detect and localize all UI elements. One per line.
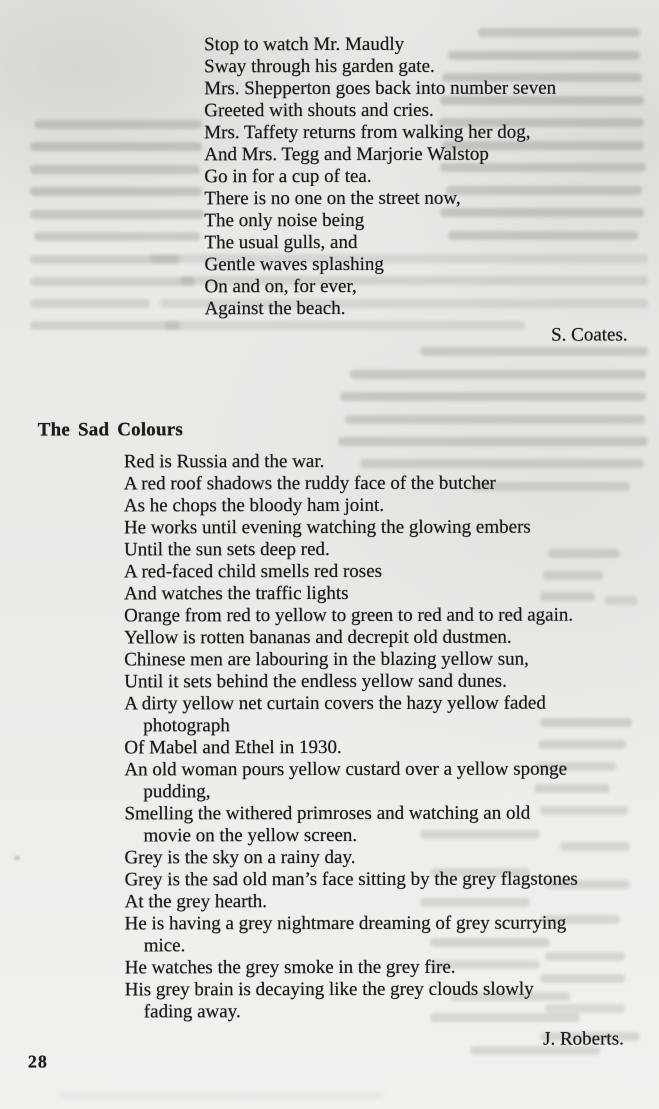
poem-line: Greeted with shouts and cries. bbox=[204, 99, 434, 122]
poem-2 bbox=[124, 451, 578, 1024]
poem-line: And watches the traffic lights bbox=[124, 582, 349, 605]
poem-line: A red roof shadows the ruddy face of the butcher bbox=[123, 472, 496, 495]
page-number: 28 bbox=[27, 1051, 48, 1072]
poem-line: He works until evening watching the glowing embers bbox=[123, 516, 531, 539]
poem-line: mice. bbox=[143, 935, 186, 957]
poem-line: Of Mabel and Ethel in 1930. bbox=[124, 736, 342, 759]
poem-line: An old woman pours yellow custard over a yellow sponge bbox=[124, 758, 568, 781]
poem-line: Mrs. Shepperton goes back into number seven bbox=[204, 77, 557, 100]
poem-line: Orange from red to yellow to green to red and to red again. bbox=[124, 604, 574, 627]
poem-line: Yellow is rotten bananas and decrepit old dustmen. bbox=[124, 626, 512, 649]
poem-line: Against the beach. bbox=[204, 297, 346, 320]
poem-line: Smelling the withered primroses and watching an old bbox=[124, 802, 531, 825]
poem-line: Stop to watch Mr. Maudly bbox=[204, 33, 405, 56]
poem-2-attribution: J. Roberts. bbox=[543, 1028, 624, 1050]
poem-line: He watches the grey smoke in the grey fire. bbox=[124, 956, 456, 979]
poem-line: Until it sets behind the endless yellow sand dunes. bbox=[124, 670, 507, 693]
poem-line: He is having a grey nightmare dreaming of grey scurrying bbox=[124, 912, 567, 935]
poem-line: pudding, bbox=[143, 781, 211, 803]
poem-2-title: The Sad Colours bbox=[37, 419, 184, 441]
poem-line: Mrs. Taffety returns from walking her dog, bbox=[204, 121, 531, 144]
poem-line: The usual gulls, and bbox=[204, 231, 358, 254]
poem-line: Until the sun sets deep red. bbox=[123, 538, 330, 561]
poem-line: As he chops the bloody ham joint. bbox=[123, 494, 385, 517]
poem-line: fading away. bbox=[143, 1001, 241, 1023]
poem-line: movie on the yellow screen. bbox=[143, 824, 358, 847]
poem-line: photograph bbox=[143, 715, 230, 737]
poem-line: Grey is the sky on a rainy day. bbox=[124, 846, 356, 869]
poem-line: A red-faced child smells red roses bbox=[124, 560, 383, 583]
poem-line: Sway through his garden gate. bbox=[204, 55, 435, 78]
poem-line: There is no one on the street now, bbox=[204, 187, 461, 210]
poem-line: Grey is the sad old man’s face sitting by the grey flagstones bbox=[124, 868, 578, 891]
poem-line: At the grey hearth. bbox=[124, 891, 268, 913]
poem-line: Go in for a cup of tea. bbox=[204, 165, 372, 188]
poem-line: His grey brain is decaying like the grey clouds slowly bbox=[124, 978, 534, 1001]
poem-1-attribution: S. Coates. bbox=[551, 324, 628, 346]
poem-line: Gentle waves splashing bbox=[204, 253, 384, 276]
poem-line: On and on, for ever, bbox=[204, 275, 357, 298]
poem-line: Chinese men are labouring in the blazing yellow sun, bbox=[124, 648, 529, 671]
poem-line: Red is Russia and the war. bbox=[123, 451, 325, 473]
poem-line: And Mrs. Tegg and Marjorie Walstop bbox=[204, 143, 489, 166]
poem-line: A dirty yellow net curtain covers the hazy yellow faded bbox=[124, 692, 546, 715]
poem-1 bbox=[204, 34, 556, 321]
poem-line: The only noise being bbox=[204, 209, 365, 232]
